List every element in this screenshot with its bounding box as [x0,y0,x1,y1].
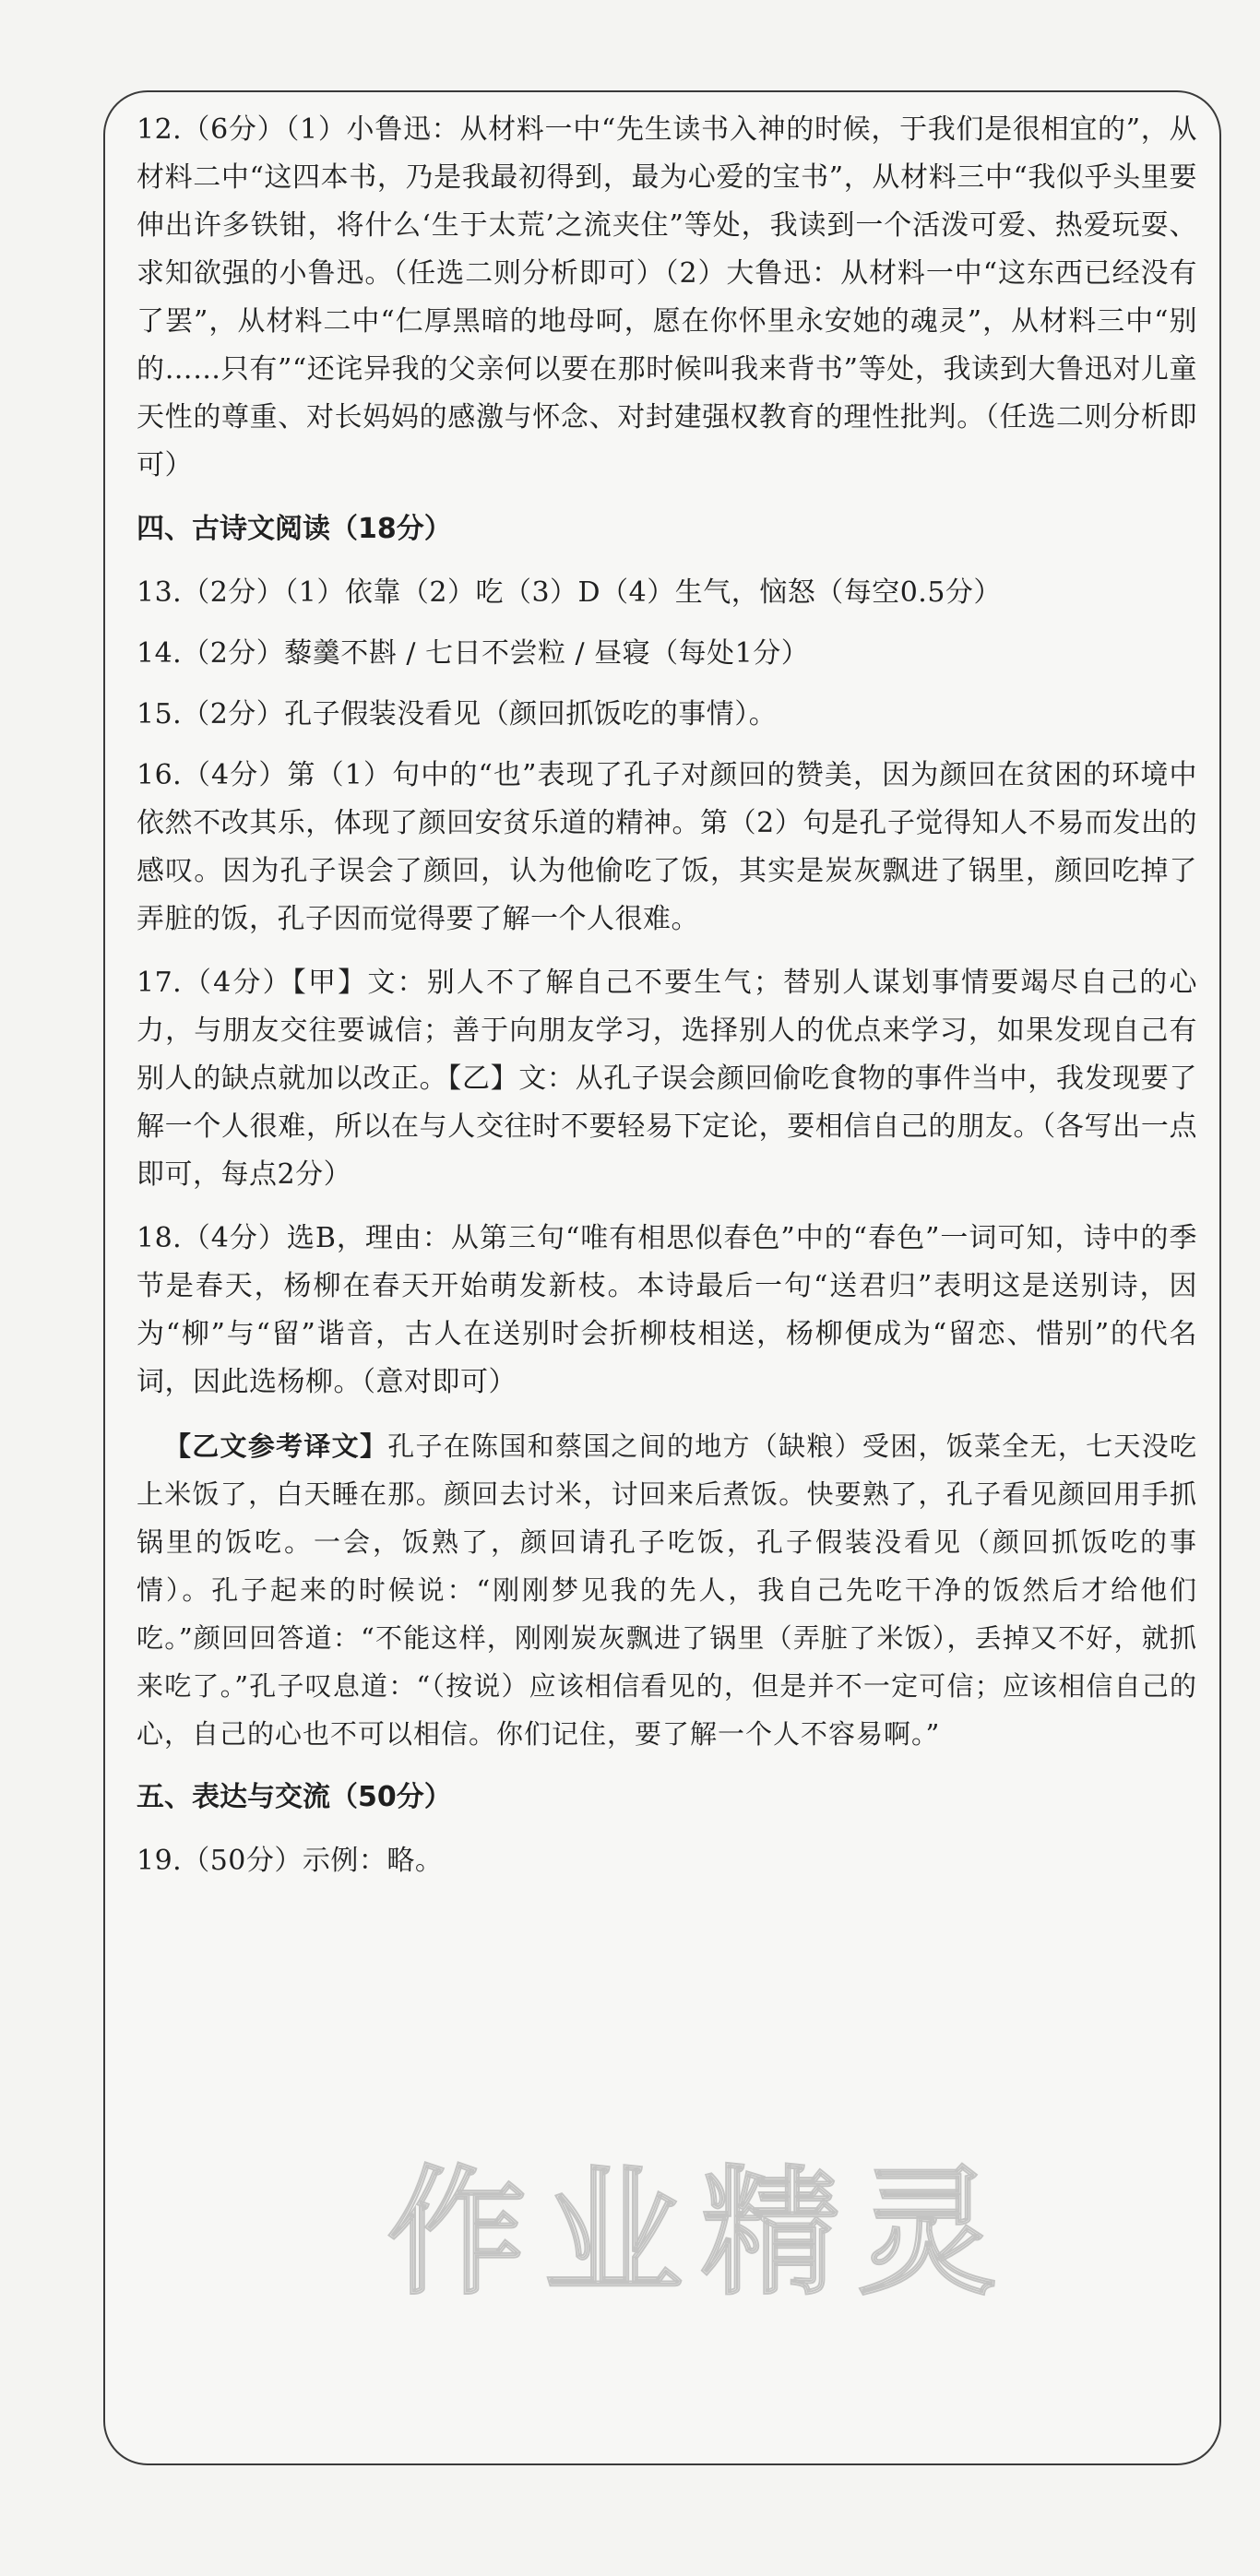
answer-q19: 19.（50分）示例：略。 [137,1845,444,1877]
answer-q12: 12.（6分）（1）小鲁迅：从材料一中“先生读书入神的时候，于我们是很相宜的”，从材料二中“这四本书，乃是我最初得到，最为心爱的宝书”，从材料三中“我似乎头里要伸出许多铁钳，将什么‘生于太荒’之流夹住”等处，我读到一个活泼可爱、热爱玩耍、求知欲强的小鲁迅。（任选二则分析即可）（2）大鲁迅：从材料一中“这东西已经没有了罢”，从材料二中“仁厚黑暗的地母呵，愿在你怀里永安她的魂灵”，从材料三中“别的……只有”“还诧异我的父亲何以要在那时候叫我来背书”等处，我读到大鲁迅对儿童天性的尊重、对长妈妈的感激与怀念、对封建强权教育的理性批判。（任选二则分析即可） [137,113,1197,481]
answer-q14: 14.（2分）藜羹不斟 / 七日不尝粒 / 昼寝（每处1分） [137,637,810,670]
answer-content [137,106,1197,1901]
answer-q16: 16.（4分）第（1）句中的“也”表现了孔子对颜回的赞美，因为颜回在贫困的环境中依然不改其乐，体现了颜回安贫乐道的精神。第（2）句是孔子觉得知人不易而发出的感叹。因为孔子误会了颜回，认为他偷吃了饭，其实是炭灰飘进了锅里，颜回吃掉了弄脏的饭，孔子因而觉得要了解一个人很难。 [137,759,1197,935]
section-heading-expression: 五、表达与交流（50分） [137,1781,452,1813]
translation-paragraph [137,1422,1197,1758]
answer-q13: 13.（2分）（1）依靠（2）吃（3）D（4）生气，恼怒（每空0.5分） [137,576,1002,609]
answer-q18: 18.（4分）选B，理由：从第三句“唯有相思似春色”中的“春色”一词可知，诗中的季节是春天，杨柳在春天开始萌发新枝。本诗最后一句“送君归”表明这是送别诗，因为“柳”与“留”谐音，古人在送别时会折柳枝相送，杨柳便成为“留恋、惜别”的代名词，因此选杨柳。（意对即可） [137,1222,1197,1398]
translation-body: 孔子在陈国和蔡国之间的地方（缺粮）受困，饭菜全无，七天没吃上米饭了，白天睡在那。颜回去讨米，讨回来后煮饭。快要熟了，孔子看见颜回用手抓锅里的饭吃。一会，饭熟了，颜回请孔子吃饭，孔子假装没看见（颜回抓饭吃的事情）。孔子起来的时候说：“刚刚梦见我的先人，我自己先吃干净的饭然后才给他们吃。”颜回回答道：“不能这样，刚刚炭灰飘进了锅里（弄脏了米饭），丢掉又不好，就抓来吃了。”孔子叹息道：“（按说）应该相信看见的，但是并不一定可信；应该相信自己的心，自己的心也不可以相信。你们记住，要了解一个人不容易啊。” [137,1430,1197,1750]
answer-q15: 15.（2分）孔子假装没看见（颜回抓饭吃的事情）。 [137,698,778,730]
translation-label: 【乙文参考译文】 [164,1430,388,1462]
answer-q17: 17.（4分）【甲】文：别人不了解自己不要生气；替别人谋划事情要竭尽自己的心力，与朋友交往要诚信；善于向朋友学习，选择别人的优点来学习，如果发现自己有别人的缺点就加以改正。【乙】文：从孔子误会颜回偷吃食物的事件当中，我发现要了解一个人很难，所以在与人交往时不要轻易下定论，要相信自己的朋友。（各写出一点即可，每点2分） [137,967,1197,1191]
section-heading-classical-reading: 四、古诗文阅读（18分） [137,513,452,545]
